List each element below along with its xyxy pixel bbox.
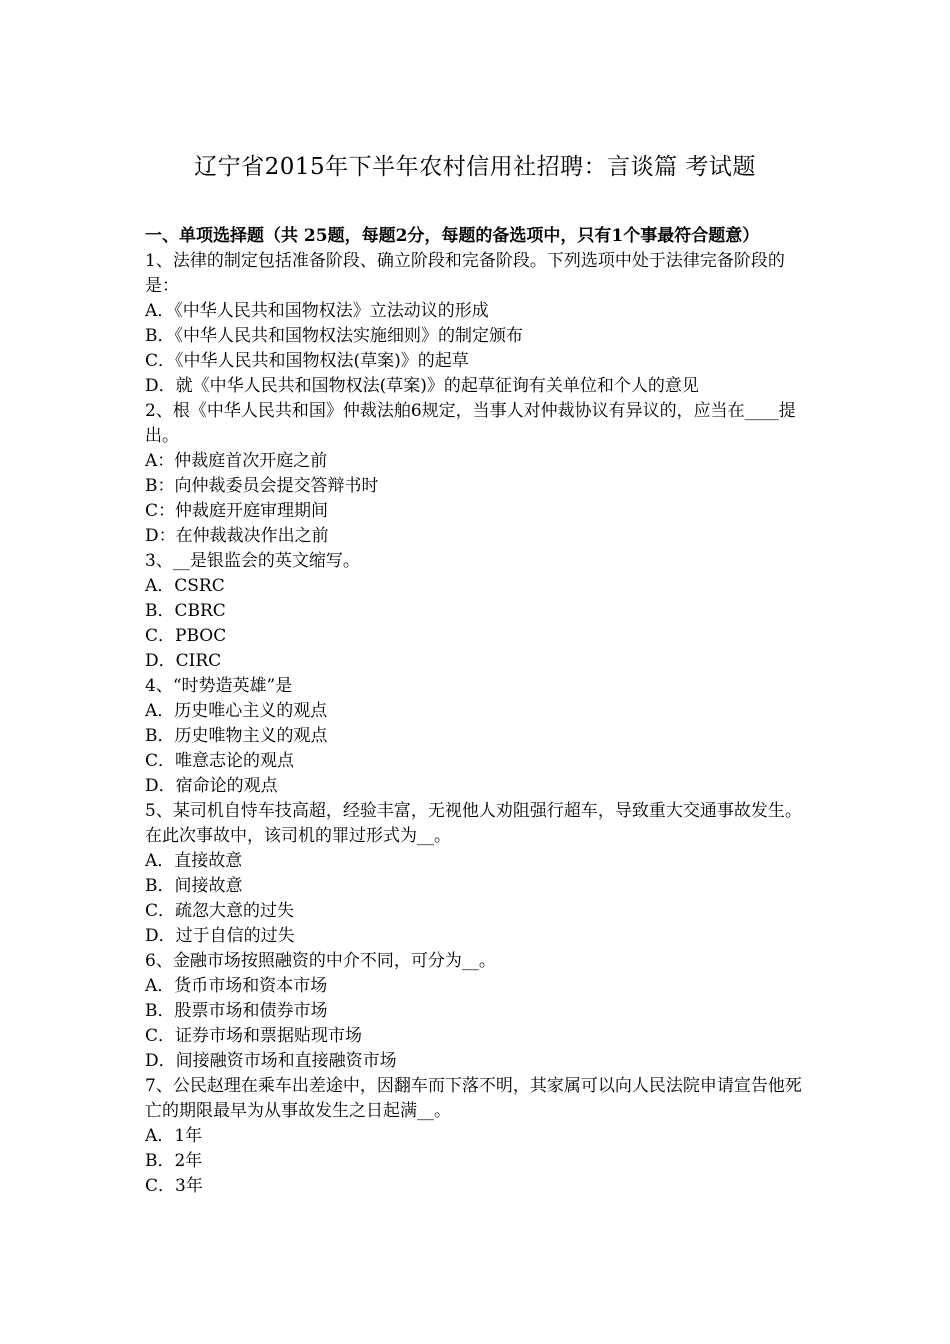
question-1 (145, 249, 807, 399)
option-b: B．间接故意 (145, 876, 243, 896)
question-stem: 1、法律的制定包括准备阶段、确立阶段和完备阶段。下列选项中处于法律完备阶段的是： (145, 251, 785, 296)
question-stem: 7、公民赵理在乘车出差途中，因翻车而下落不明，其家属可以向人民法院申请宣告他死亡的期限最早为从事故发生之日起满__。 (145, 1076, 802, 1121)
question-7 (145, 1074, 807, 1199)
option-d: D．过于自信的过失 (145, 926, 295, 946)
option-a: A：仲裁庭首次开庭之前 (145, 451, 328, 471)
option-c: C．《中华人民共和国物权法(草案)》的起草 (145, 351, 469, 371)
option-b: B．2年 (145, 1151, 203, 1171)
option-c: C．PBOC (145, 626, 227, 646)
question-3 (145, 549, 807, 674)
option-d: D：在仲裁裁决作出之前 (145, 526, 329, 546)
option-c: C．疏忽大意的过失 (145, 901, 295, 921)
option-a: A．货币市场和资本市场 (145, 976, 328, 996)
option-d: D．宿命论的观点 (145, 776, 278, 796)
question-stem: 5、某司机自恃车技高超，经验丰富，无视他人劝阻强行超车，导致重大交通事故发生。在此次事故中，该司机的罪过形式为__。 (145, 801, 802, 846)
option-c: C．证券市场和票据贴现市场 (145, 1026, 363, 1046)
option-c: C．3年 (145, 1176, 203, 1196)
option-b: B：向仲裁委员会提交答辩书时 (145, 476, 379, 496)
option-a: A．1年 (145, 1126, 203, 1146)
question-6 (145, 949, 807, 1074)
option-b: B．历史唯物主义的观点 (145, 726, 328, 746)
question-4 (145, 674, 807, 799)
option-a: A．历史唯心主义的观点 (145, 701, 328, 721)
question-stem: 3、__是银监会的英文缩写。 (145, 551, 360, 571)
option-a: A．《中华人民共和国物权法》立法动议的形成 (145, 301, 489, 321)
document-title: 辽宁省2015年下半年农村信用社招聘：言谈篇 考试题 (194, 154, 756, 180)
option-d: D．CIRC (145, 651, 222, 671)
option-b: B．《中华人民共和国物权法实施细则》的制定颁布 (145, 326, 523, 346)
option-a: A．直接故意 (145, 851, 243, 871)
question-2 (145, 399, 807, 549)
question-stem: 6、金融市场按照融资的中介不同，可分为__。 (145, 951, 496, 971)
option-a: A．CSRC (145, 576, 225, 596)
option-c: C：仲裁庭开庭审理期间 (145, 501, 329, 521)
question-stem: 4、“时势造英雄”是 (145, 676, 293, 696)
section-heading: 一、单项选择题（共 25题，每题2分，每题的备选项中，只有1个事最符合题意） (145, 226, 760, 246)
option-b: B．股票市场和债券市场 (145, 1001, 328, 1021)
question-5 (145, 799, 807, 949)
option-c: C．唯意志论的观点 (145, 751, 295, 771)
option-d: D．就《中华人民共和国物权法(草案)》的起草征询有关单位和个人的意见 (145, 376, 699, 396)
option-d: D．间接融资市场和直接融资市场 (145, 1051, 397, 1071)
option-b: B．CBRC (145, 601, 226, 621)
document-body (145, 224, 807, 1199)
question-stem: 2、根《中华人民共和国》仲裁法舶6规定，当事人对仲裁协议有异议的，应当在____提出。 (145, 401, 796, 446)
